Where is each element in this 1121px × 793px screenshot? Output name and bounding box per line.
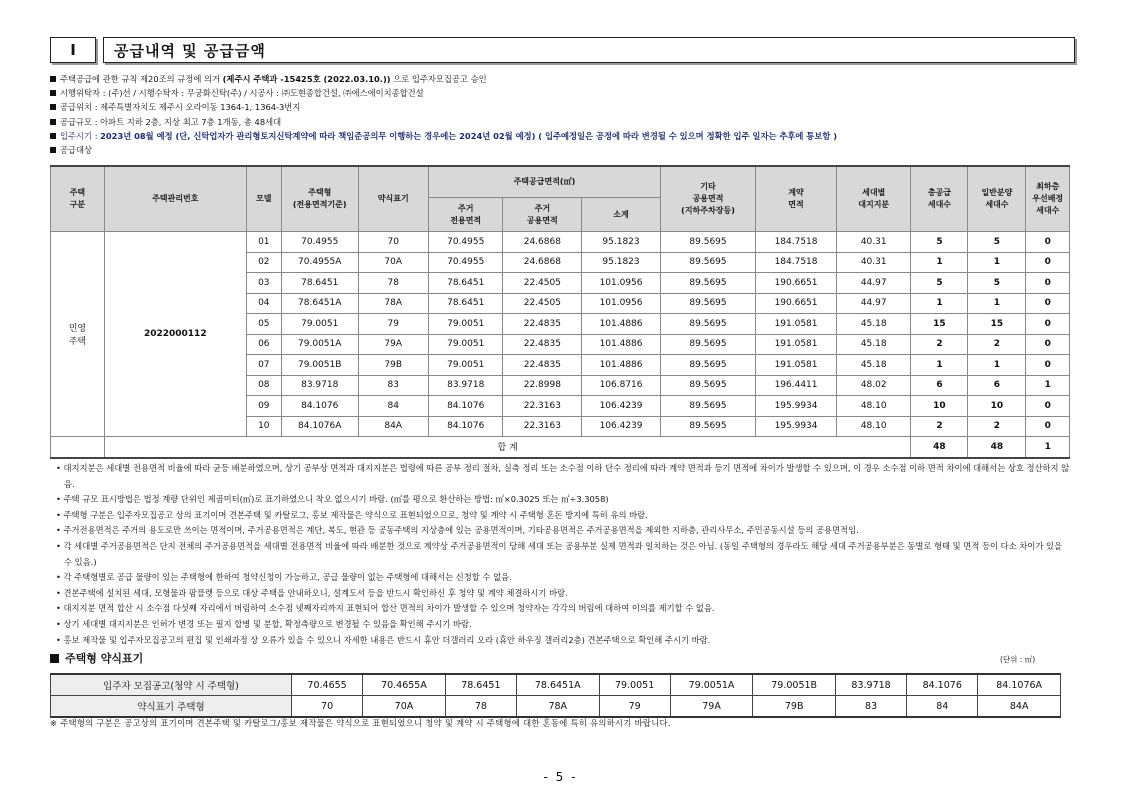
sum-blank [51,437,105,458]
cell-ex: 70.4955 [428,252,503,273]
cell-priority: 0 [1026,273,1070,294]
bullet-square-icon [50,76,56,82]
bullet-square-icon [50,147,56,153]
sum-general: 48 [968,437,1026,458]
housing-type-cell: 민영 주택 [51,232,105,437]
cell-priority: 0 [1026,293,1070,314]
cell-abbr: 79 [358,314,428,335]
cell-other: 89.5695 [660,416,755,437]
cell-general: 10 [968,396,1026,417]
cell-contract: 191.0581 [756,314,837,335]
cell-land: 45.18 [836,334,911,355]
cell-htype: 79.0051 [281,314,358,335]
abbr-row1-cell: 78.6451 [445,674,516,696]
bullet-square-icon [50,133,56,139]
header-other-common: 기타 공용면적 (지하주차장등) [660,166,755,232]
cell-total: 15 [911,314,968,335]
cell-other: 89.5695 [660,355,755,376]
info-move-in: 입주시기 : 2023년 08월 예정 (단, 신탁업자가 관리형토지신탁계약에 따라 책임준공의무 이행하는 경우에는 2024년 02월 예정) ( 입주예정일은 공정에 따라 변경될 수 있으며 정확한 입주 일자는 추후에 통보함 ) [50,129,837,143]
sum-label: 합 계 [104,437,911,458]
cell-priority: 0 [1026,334,1070,355]
cell-sub: 95.1823 [582,252,661,273]
abbr-row1-cell: 79.0051A [670,674,753,696]
header-contract-area: 계약 면적 [756,166,837,232]
cell-land: 48.10 [836,396,911,417]
cell-sub: 101.0956 [582,293,661,314]
cell-general: 1 [968,293,1026,314]
cell-ex: 84.1076 [428,416,503,437]
cell-sub: 101.0956 [582,273,661,294]
cell-contract: 190.6651 [756,293,837,314]
cell-general: 1 [968,252,1026,273]
cell-other: 89.5695 [660,252,755,273]
cell-contract: 191.0581 [756,355,837,376]
abbr-row1-cell: 79.0051 [599,674,670,696]
cell-abbr: 78 [358,273,428,294]
section-number: Ⅰ [50,37,96,63]
cell-abbr: 84A [358,416,428,437]
note-item: • 견본주택에 설치된 세대, 모형물과 팜플렛 등으로 대상 주택을 안내하오니, 설계도서 등을 반드시 확인하신 후 청약 및 계약 체결하시기 바람. [56,587,568,598]
cell-general: 5 [968,273,1026,294]
cell-total: 2 [911,334,968,355]
header-subtotal: 소계 [582,198,661,232]
footnote: ※ 주택형의 구분은 공고상의 표기이며 견본주택 및 카탈로그/홍보 제작물은 약식으로 표현되었으니 청약 및 계약 시 주택형에 대한 혼동에 특히 유의하시기 바랍니다. [50,718,671,728]
bullet-square-icon [50,90,56,96]
header-model: 모델 [246,166,281,232]
cell-total: 1 [911,293,968,314]
info-developer: 시행위탁자 : (주)선 / 시행수탁자 : 무궁화신탁(주) / 시공사 : ㈜도현종합건설, ㈜에스에이치종합건설 [50,86,837,100]
cell-htype: 70.4955 [281,232,358,253]
cell-other: 89.5695 [660,273,755,294]
cell-contract: 184.7518 [756,232,837,253]
bullet-square-icon [50,104,56,110]
table-row [51,232,1070,253]
note-item: • 주거전용면적은 주거의 용도로만 쓰이는 면적이며, 주거공용면적은 계단, 복도, 현관 등 공동주택의 지상층에 있는 공용면적이며, 기타공용면적은 주거공용면적을 제외한 지하층, 관리사무소, 주민공동시설 등의 공용면적임. [56,525,859,536]
cell-priority: 0 [1026,396,1070,417]
section-header [50,37,1075,63]
bullet-square-icon [50,119,56,125]
cell-co: 22.4505 [503,293,582,314]
cell-abbr: 70A [358,252,428,273]
cell-model: 02 [246,252,281,273]
cell-htype: 79.0051A [281,334,358,355]
cell-other: 89.5695 [660,334,755,355]
abbr-table [50,673,1061,718]
cell-ex: 79.0051 [428,355,503,376]
cell-co: 22.3163 [503,416,582,437]
cell-land: 44.97 [836,273,911,294]
cell-priority: 0 [1026,252,1070,273]
abbr-row2-label: 약식표기 주택형 [51,696,292,718]
cell-contract: 191.0581 [756,334,837,355]
cell-ex: 78.6451 [428,273,503,294]
header-housing-type: 주택 구분 [51,166,105,232]
cell-general: 15 [968,314,1026,335]
cell-model: 09 [246,396,281,417]
cell-contract: 184.7518 [756,252,837,273]
cell-htype: 84.1076 [281,396,358,417]
cell-abbr: 83 [358,375,428,396]
cell-priority: 0 [1026,232,1070,253]
cell-sub: 106.4239 [582,416,661,437]
note-item: • 각 세대별 주거공용면적은 단지 전체의 주거공용면적을 세대별 전용면적 비율에 따라 배분한 것으로 계약상 주거공용면적이 당해 세대 또는 공용부분 실제 면적과 일치하는 것은 아님. (동일 주택형의 경우라도 해당 세대 주거공용부분은 동별로 형태 및 면적 등이 다소 차이가 있을 수 있음.) [56,540,1063,567]
abbr-row1-cell: 70.4655A [363,674,446,696]
cell-total: 1 [911,355,968,376]
cell-contract: 190.6651 [756,273,837,294]
abbr-row2-cell: 79B [753,696,836,718]
abbr-row1-cell: 79.0051B [753,674,836,696]
abbr-row1-cell: 83.9718 [836,674,907,696]
cell-total: 5 [911,232,968,253]
cell-ex: 79.0051 [428,334,503,355]
abbr-section-title: 주택형 약식표기 [50,650,143,666]
note-item: • 각 주택형별로 공급 물량이 있는 주택형에 한하여 청약신청이 가능하고, 공급 물량이 없는 주택형에 대해서는 신청할 수 없음. [56,572,512,583]
abbr-row1-cell: 84.1076A [978,674,1061,696]
cell-priority: 0 [1026,416,1070,437]
sum-priority: 1 [1026,437,1070,458]
header-exclusive: 주거 전용면적 [428,198,503,232]
abbr-row2-cell: 70 [292,696,363,718]
note-item: • 대지지분은 세대별 전용면적 비율에 따라 균등 배분하였으며, 상기 공부상 면적과 대지지분은 법령에 따른 공부 정리 절차, 실측 정리 또는 소수점 이하 단수 정리에 따라 계약 면적과 등기 면적에 차이가 발생할 수 있으며, 이 경우 소수점 이하 면적 차이에 대해서는 상호 정산하지 않음. [56,463,1070,489]
cell-priority: 0 [1026,314,1070,335]
cell-model: 07 [246,355,281,376]
mgmt-no-cell: 2022000112 [104,232,246,437]
cell-model: 06 [246,334,281,355]
header-priority-units: 최하층 우선배정 세대수 [1026,166,1070,232]
cell-other: 89.5695 [660,232,755,253]
cell-general: 5 [968,232,1026,253]
header-general-units: 일반분양 세대수 [968,166,1026,232]
page-number: - 5 - [543,770,578,784]
cell-abbr: 84 [358,396,428,417]
cell-htype: 70.4955A [281,252,358,273]
header-total-units: 총공급 세대수 [911,166,968,232]
cell-total: 2 [911,416,968,437]
cell-land: 40.31 [836,252,911,273]
cell-sub: 106.8716 [582,375,661,396]
abbr-row2-cell: 70A [363,696,446,718]
cell-ex: 78.6451 [428,293,503,314]
cell-ex: 70.4955 [428,232,503,253]
abbr-row1-cell: 70.4655 [292,674,363,696]
abbr-row2-cell: 79A [670,696,753,718]
note-item: • 대지지분 면적 합산 시 소수점 다섯째 자리에서 버림하여 소수점 넷째자리까지 표현되어 합산 면적의 차이가 발생할 수 있으며 청약자는 각각의 버림에 대하여 이의를 제기할 수 없음. [56,603,715,614]
cell-co: 22.4835 [503,334,582,355]
section-title: 공급내역 및 공급금액 [103,37,1075,63]
sum-row [51,437,1070,458]
cell-general: 2 [968,334,1026,355]
cell-ex: 84.1076 [428,396,503,417]
header-house-type: 주택형 (전용면적기준) [281,166,358,232]
info-approval: 주택공급에 관한 규칙 제20조의 규정에 의거 (제주시 주택과 -15425호 (2022.03.10.)) 으로 입주자모집공고 승인 [50,72,837,86]
cell-land: 48.10 [836,416,911,437]
notes-list [56,461,1071,648]
cell-model: 04 [246,293,281,314]
cell-land: 45.18 [836,355,911,376]
cell-co: 22.3163 [503,396,582,417]
cell-model: 08 [246,375,281,396]
info-list [50,72,837,157]
cell-ex: 83.9718 [428,375,503,396]
abbr-row2-cell: 84 [907,696,978,718]
supply-table [50,165,1070,459]
abbr-row1-cell: 78.6451A [516,674,599,696]
cell-htype: 78.6451A [281,293,358,314]
header-land-share: 세대별 대지지분 [836,166,911,232]
abbr-row2-cell: 84A [978,696,1061,718]
cell-land: 44.97 [836,293,911,314]
cell-total: 5 [911,273,968,294]
cell-priority: 0 [1026,355,1070,376]
cell-contract: 196.4411 [756,375,837,396]
cell-abbr: 79B [358,355,428,376]
cell-general: 1 [968,355,1026,376]
cell-co: 22.8998 [503,375,582,396]
cell-abbr: 78A [358,293,428,314]
cell-other: 89.5695 [660,396,755,417]
cell-ex: 79.0051 [428,314,503,335]
cell-htype: 79.0051B [281,355,358,376]
cell-general: 2 [968,416,1026,437]
abbr-row2-cell: 79 [599,696,670,718]
abbr-row1-label: 입주자 모집공고(청약 시 주택형) [51,674,292,696]
cell-sub: 101.4886 [582,314,661,335]
cell-other: 89.5695 [660,293,755,314]
note-item: • 주택 규모 표시방법은 법정 계량 단위인 제곱미터(㎡)로 표기하였으니 착오 없으시기 바람. (㎡를 평으로 환산하는 방법: ㎡×0.3025 또는 ㎡÷3.3058) [56,494,609,505]
cell-htype: 84.1076A [281,416,358,437]
cell-sub: 101.4886 [582,334,661,355]
cell-abbr: 70 [358,232,428,253]
unit-label: (단위 : ㎡) [1000,655,1036,664]
bullet-square-icon [50,654,59,663]
cell-co: 22.4505 [503,273,582,294]
cell-htype: 78.6451 [281,273,358,294]
cell-priority: 1 [1026,375,1070,396]
info-target: 공급대상 [50,143,837,157]
note-item: • 주택형 구분은 입주자모집공고 상의 표기이며 견본주택 및 카탈로그, 홍보 제작물은 약식으로 표현되었으므로, 청약 및 계약 시 주택형 혼돈 방지에 특히 유의 바람. [56,509,648,520]
cell-sub: 101.4886 [582,355,661,376]
cell-sub: 106.4239 [582,396,661,417]
cell-total: 6 [911,375,968,396]
abbr-row2-cell: 83 [836,696,907,718]
cell-land: 48.02 [836,375,911,396]
cell-abbr: 79A [358,334,428,355]
cell-co: 24.6868 [503,252,582,273]
cell-other: 89.5695 [660,314,755,335]
cell-contract: 195.9934 [756,416,837,437]
cell-land: 40.31 [836,232,911,253]
cell-co: 22.4835 [503,314,582,335]
abbr-row1-cell: 84.1076 [907,674,978,696]
note-item: • 홍보 제작물 및 입주자모집공고의 편집 및 인쇄과정 상 오류가 있을 수 있으니 자세한 내용은 반드시 휴안 더갤러리 오라 (휴안 하우징 갤러리2층) 견본주택으로 확인해 주시기 바람. [56,634,711,645]
cell-total: 1 [911,252,968,273]
cell-other: 89.5695 [660,375,755,396]
cell-model: 01 [246,232,281,253]
abbr-row2-cell: 78 [445,696,516,718]
cell-general: 6 [968,375,1026,396]
cell-model: 05 [246,314,281,335]
note-item: • 상기 세대별 대지지분은 인허가 변경 또는 필지 합병 및 분할, 확정측량으로 변경될 수 있음을 확인해 주시기 바람. [56,618,472,629]
info-scale: 공급규모 : 아파트 지하 2층, 지상 최고 7층 1개동, 총 48세대 [50,115,837,129]
cell-contract: 195.9934 [756,396,837,417]
info-location: 공급위치 : 제주특별자치도 제주시 오라이동 1364-1, 1364-3번지 [50,100,837,114]
header-common: 주거 공용면적 [503,198,582,232]
cell-total: 10 [911,396,968,417]
header-abbr: 약식표기 [358,166,428,232]
cell-model: 10 [246,416,281,437]
abbr-row2-cell: 78A [516,696,599,718]
cell-co: 24.6868 [503,232,582,253]
sum-total: 48 [911,437,968,458]
header-mgmt-no: 주택관리번호 [104,166,246,232]
cell-land: 45.18 [836,314,911,335]
cell-co: 22.4835 [503,355,582,376]
cell-htype: 83.9718 [281,375,358,396]
cell-model: 03 [246,273,281,294]
header-supply-area: 주택공급면적(㎡) [428,166,660,198]
cell-sub: 95.1823 [582,232,661,253]
